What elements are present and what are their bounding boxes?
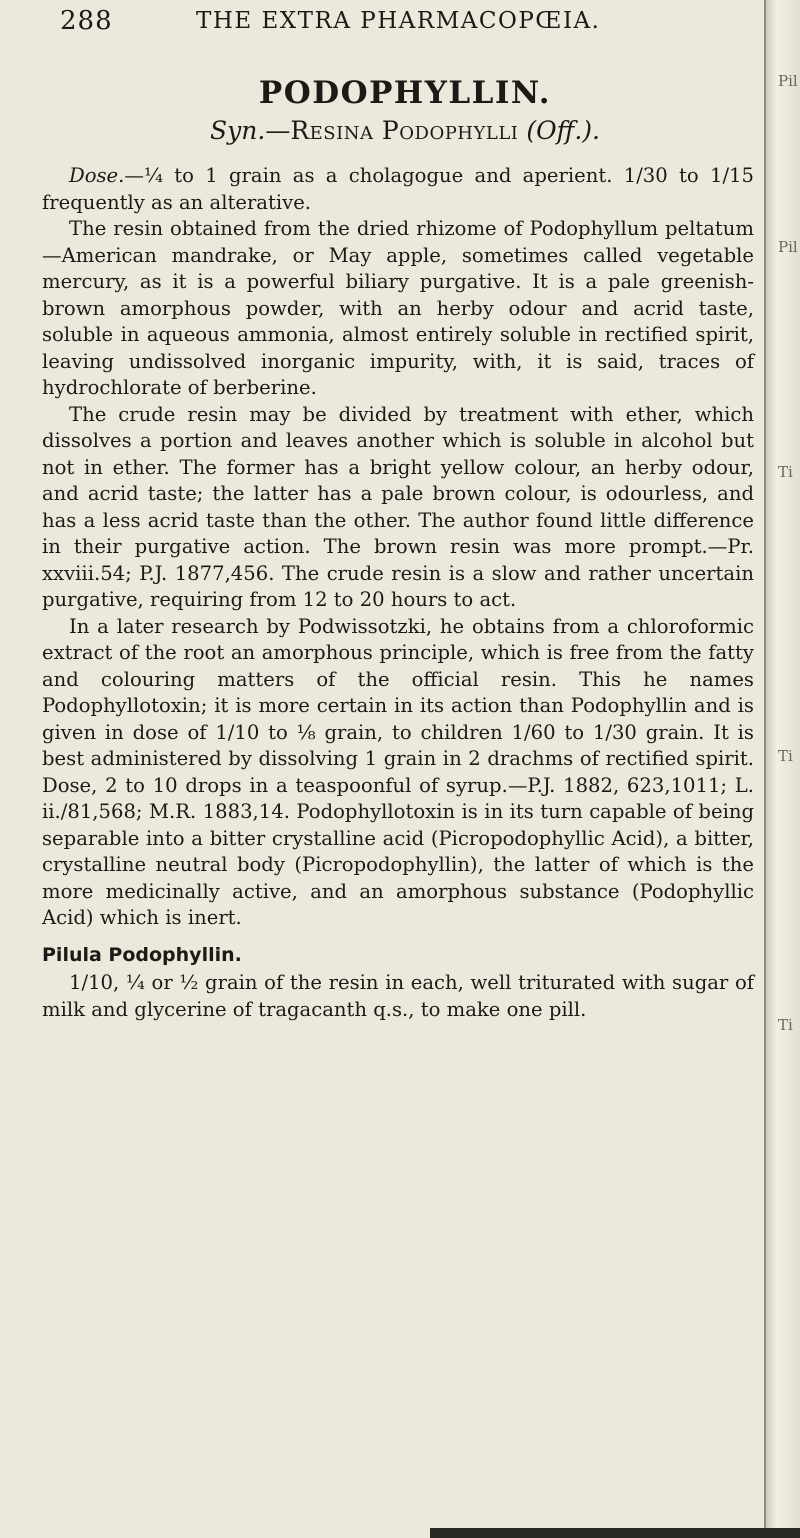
article-title: PODOPHYLLIN.: [258, 75, 552, 111]
article-body: [42, 163, 754, 1023]
subsection-heading: Pilula Podophyllin.: [42, 943, 242, 966]
synonym-tag: (Off.).: [526, 116, 600, 145]
subsection-body: [42, 970, 754, 1023]
pill-paragraph: 1/10, ¼ or ½ grain of the resin in each, well triturated with sugar of milk and glycerine of tragacanth q.s., to make one pill.: [42, 971, 754, 1021]
edge-fragment: Ti: [778, 747, 793, 765]
dose-text: —¼ to 1 grain as a cholagogue and aperient. 1/30 to 1/15 frequently as an alterative.: [42, 164, 754, 214]
edge-fragment: Pil: [778, 72, 798, 90]
synonym-name: Resina Podophylli: [290, 116, 519, 145]
edge-fragment: Pil: [778, 238, 798, 256]
page-bottom-shadow: [430, 1528, 800, 1538]
synonym-prefix: Syn.: [210, 116, 266, 145]
page-header: [60, 6, 740, 40]
edge-fragment: Ti: [778, 463, 793, 481]
crude-resin-paragraph: The crude resin may be divided by treatment with ether, which dissolves a portion and leaves another which is soluble in alcohol but not in ether. The former has a bright yellow colour, an herby odour, and acrid taste; the latter has a pale brown colour, is odourless, and has a less acrid taste than the other. The author found little difference in their purgative action. The brown resin was more prompt.—Pr. xxviii.54; P.J. 1877,456. The crude resin is a slow and rather uncertain purgative, requiring from 12 to 20 hours to act.: [42, 402, 754, 611]
podophyllotoxin-paragraph: In a later research by Podwissotzki, he obtains from a chloroformic extract of the root an amorphous principle, which is free from the fatty and colouring matters of the official resin. This he names Podophyllotoxin; it is more certain in its action than Podophyllin and is given in dose of 1/10 to ⅛ grain, to children 1/60 to 1/30 grain. It is best administered by dissolving 1 grain in 2 drachms of rectified spirit. Dose, 2 to 10 drops in a teaspoonful of syrup.—P.J. 1882, 623,1011; L. ii./81,568; M.R. 1883,14. Podophyllotoxin is in its turn capable of being separable into a bitter crystalline acid (Picropodophyllic Acid), a bitter, crystalline neutral body (Picropodophyllin), the latter of which is the more medicinally active, and an amorphous substance (Podophyllic Acid) which is inert.: [42, 614, 754, 929]
edge-fragment: Ti: [778, 1016, 793, 1034]
description-paragraph: The resin obtained from the dried rhizome of Podophyllum peltatum—American mandrake, or May apple, sometimes called vegetable mercury, as it is a powerful biliary purgative. It is a pale greenish-brown amorphous powder, with an herby odour and acrid taste, soluble in aqueous ammonia, almost entirely soluble in rectified spirit, leaving undissolved inorganic impurity, with, it is said, traces of hydrochlorate of berberine.: [42, 217, 754, 399]
adjacent-page-edge: [764, 0, 800, 1538]
dose-label: Dose.: [69, 164, 125, 187]
running-title: THE EXTRA PHARMACOPŒIA.: [196, 8, 601, 34]
synonym-dash: —: [265, 116, 291, 145]
dose-paragraph: [42, 163, 754, 216]
page-number: 288: [60, 6, 113, 36]
synonym-line: [60, 116, 750, 145]
